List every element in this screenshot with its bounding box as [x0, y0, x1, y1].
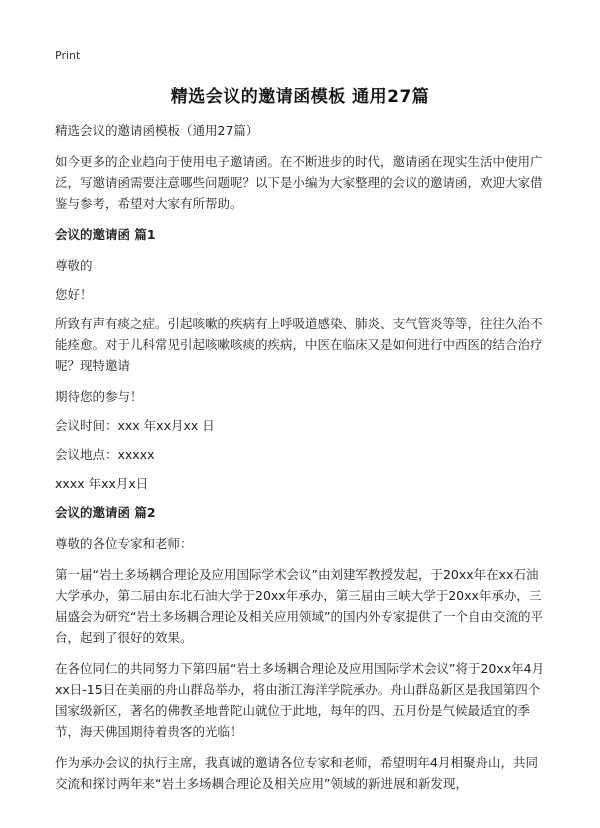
section1-place: 会议地点：xxxxx [55, 447, 155, 462]
intro-paragraph: 如今更多的企业趋向于使用电子邀请函。在不断进步的时代，邀请函在现实生活中使用广泛，写邀请函需要注意哪些问题呢？以下是小编为大家整理的会议的邀请函，欢迎大家借鉴与参考，希望对大家有所帮助。 [55, 154, 543, 211]
section2-paragraph-1: 第一届“岩土多场耦合理论及应用国际学术会议”由刘建军教授发起，于20xx年在xx石油大学承办，第二届由东北石油大学于20xx年承办，第三届由三峡大学于20xx年承办，三届盛会为研究“岩土多场耦合理论及相关应用领域”的国内外专家提供了一个自由交流的平台，起到了很好的效果。 [55, 567, 543, 645]
section2-heading: 会议的邀请函 篇2 [55, 505, 156, 520]
section1-time: 会议时间：xxx 年xx月xx 日 [55, 418, 215, 433]
document-body [55, 120, 550, 804]
print-label: Print [55, 49, 81, 62]
section1-closing: 期待您的参与！ [55, 389, 143, 404]
section2-paragraph-2: 在各位同仁的共同努力下第四届“岩土多场耦合理论及应用国际学术会议”将于20xx年4月xx日-15日在美丽的舟山群岛举办，将由浙江海洋学院承办。舟山群岛新区是我国第四个国家级新区，著名的佛教圣地普陀山就位于此地，每年的四、五月份是气候最适宜的季节，海天佛国期待着贵客的光临！ [55, 661, 545, 739]
section1-salutation: 尊敬的 [55, 258, 93, 273]
document-subtitle: 精选会议的邀请函模板（通用27篇） [55, 123, 259, 138]
section1-body: 所致有声有痰之症。引起咳嗽的疾病有上呼吸道感染、肺炎、支气管炎等等，往往久治不能痊愈。对于儿科常见引起咳嗽咳痰的疾病，中医在临床又是如何进行中西医的结合治疗呢？现特邀请 [55, 316, 543, 373]
section2-paragraph-3: 作为承办会议的执行主席，我真诚的邀请各位专家和老师，希望明年4月相聚舟山，共同交流和探讨两年来“岩土多场耦合理论及相关应用”领域的新进展和新发现， [55, 755, 538, 791]
section1-date: xxxx 年xx月x日 [55, 476, 149, 491]
section2-salutation: 尊敬的各位专家和老师： [55, 536, 193, 551]
document-title: 精选会议的邀请函模板 通用27篇 [170, 87, 430, 107]
section1-greeting: 您好！ [55, 287, 93, 302]
section1-heading: 会议的邀请函 篇1 [55, 227, 156, 242]
